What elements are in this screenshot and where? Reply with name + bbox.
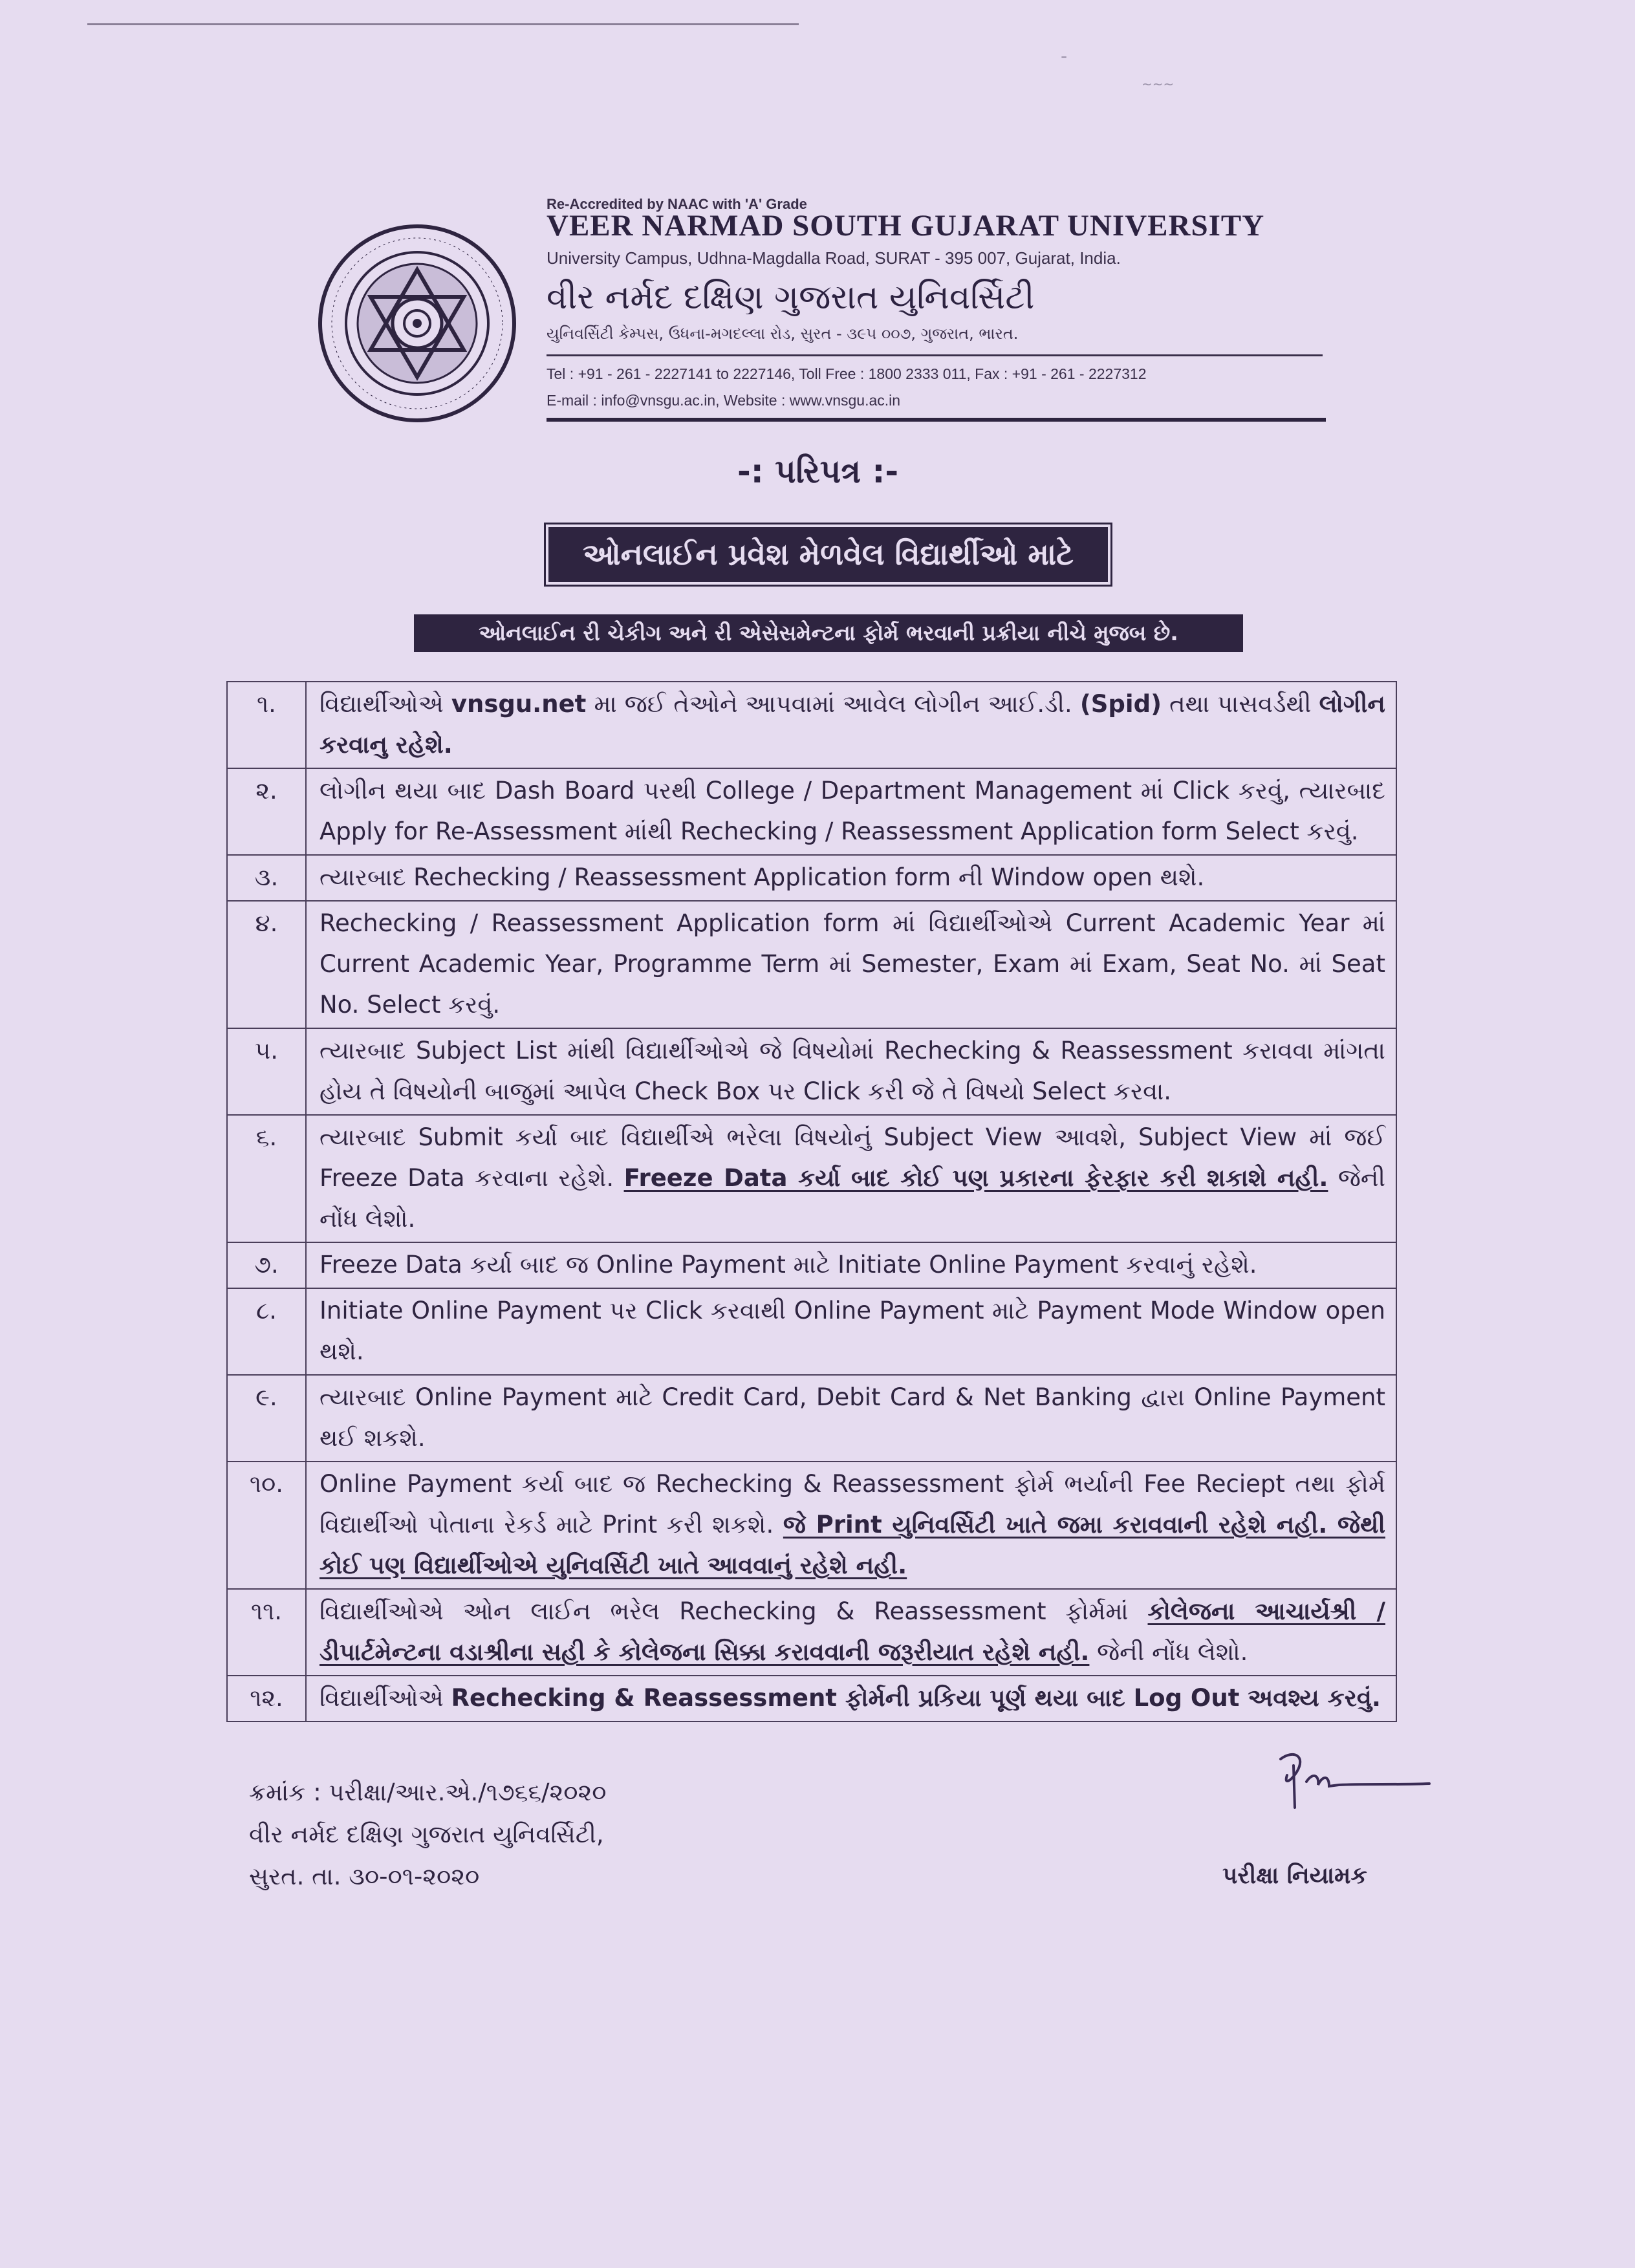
scan-speck: ~~~ xyxy=(1142,76,1175,92)
step-text-segment: Freeze Data કર્યા બાદ કોઈ પણ પ્રકારના ફેરફાર કરી શકાશે નહી. xyxy=(623,1164,1328,1192)
scan-speck: - xyxy=(1061,45,1068,67)
step-text xyxy=(306,1115,1396,1242)
step-text xyxy=(306,682,1396,768)
step-row xyxy=(227,1462,1396,1589)
letterhead-rule-thick xyxy=(547,418,1326,422)
step-text-segment: મા જઈ તેઓને આપવામાં આવેલ લોગીન આઈ.ડી. xyxy=(586,690,1080,718)
step-text xyxy=(306,1288,1396,1375)
step-row xyxy=(227,682,1396,768)
circular-title: -: પરિપત્ર :- xyxy=(737,453,899,490)
step-text-segment: Rechecking / Reassessment Application form માં વિદ્યાર્થીઓએ Current Academic Year માં Current Academic Year, Programme Term માં Semester, Exam માં Exam, Seat No. માં Seat No. Select કરવું. xyxy=(319,909,1385,1019)
step-text-segment: વિદ્યાર્થીઓએ ઓન લાઈન ભરેલ Rechecking & Reassessment ફોર્મમાં xyxy=(319,1597,1148,1625)
step-number: ૩. xyxy=(227,855,306,901)
step-text xyxy=(306,1589,1396,1676)
step-row xyxy=(227,1288,1396,1375)
step-text-segment: ત્યારબાદ Rechecking / Reassessment Application form ની Window open થશે. xyxy=(319,863,1205,891)
step-text-segment: (Spid) xyxy=(1079,690,1162,718)
accreditation-text: Re-Accredited by NAAC with 'A' Grade xyxy=(547,196,807,212)
notice-subbanner: ઓનલાઈન રી ચેકીગ અને રી એસેસમેન્ટના ફોર્મ ભરવાની પ્રક્રીયા નીચે મુજબ છે. xyxy=(414,614,1243,652)
reference-number: ક્રમાંક : પરીક્ષા/આર.એ./૧૭૬૬/૨૦૨૦ xyxy=(249,1778,607,1806)
step-text-segment: જે Print યુનિવર્સિટી ખાતે જમા કરાવવાની રહેશે નહી. જેથી કોઈ પણ વિદ્યાર્થીઓએ યુનિવર્સિટી ખાતે આવવાનું રહેશે નહી. xyxy=(319,1511,1385,1579)
signatory-title: પરીક્ષા નિયામક xyxy=(1222,1863,1367,1889)
step-number: ૫. xyxy=(227,1028,306,1115)
step-text-segment: Initiate Online Payment પર Click કરવાથી Online Payment માટે Payment Mode Window open થશે. xyxy=(319,1297,1385,1365)
steps-table xyxy=(226,681,1397,1722)
step-text-segment: Freeze Data કર્યા બાદ જ Online Payment માટે Initiate Online Payment કરવાનું રહેશે. xyxy=(319,1251,1257,1279)
step-text xyxy=(306,768,1396,855)
step-row xyxy=(227,1589,1396,1676)
step-row xyxy=(227,1115,1396,1242)
letterhead-rule xyxy=(547,354,1323,356)
notice-banner: ઓનલાઈન પ્રવેશ મેળવેલ વિદ્યાર્થીઓ માટે xyxy=(548,527,1108,582)
step-text-segment: ત્યારબાદ Submit કર્યા બાદ વિદ્યાર્થીએ ભરેલા વિષયોનું Subject View આવશે, Subject View માં જઈ Freeze Data કરવાના રહેશે. xyxy=(319,1123,1385,1192)
step-text xyxy=(306,1028,1396,1115)
university-seal-icon xyxy=(317,223,517,424)
step-text-segment: તથા પાસવર્ડથી xyxy=(1161,690,1319,718)
step-text-segment: ત્યારબાદ Online Payment માટે Credit Card, Debit Card & Net Banking દ્વારા Online Payment થઈ શકશે. xyxy=(319,1383,1385,1452)
steps-table-body xyxy=(227,682,1396,1722)
step-number: ૨. xyxy=(227,768,306,855)
contact-email: E-mail : info@vnsgu.ac.in, Website : www.vnsgu.ac.in xyxy=(547,392,901,409)
step-number: ૯. xyxy=(227,1375,306,1462)
university-address-gujarati: યુનિવર્સિટી કેમ્પસ, ઉધના-મગદલ્લા રોડ, સુરત - ૩૯૫ ૦૦૭, ગુજરાત, ભારત. xyxy=(547,325,1019,343)
step-number: ૪. xyxy=(227,901,306,1028)
scan-edge-line xyxy=(87,23,799,25)
step-text xyxy=(306,855,1396,901)
step-text-segment: વિદ્યાર્થીઓએ xyxy=(319,1684,451,1712)
step-text-segment: જેની નોંધ લેશો. xyxy=(1089,1638,1248,1666)
step-text-segment: Online Payment કર્યા બાદ જ Rechecking & Reassessment ફોર્મ ભર્યાની Fee Reciept તથા ફોર્મ વિદ્યાર્થીઓ પોતાના રેકર્ડ માટે Print કરી શકશે. xyxy=(319,1470,1385,1539)
step-text xyxy=(306,901,1396,1028)
step-row xyxy=(227,1375,1396,1462)
step-number: ૧૦. xyxy=(227,1462,306,1589)
university-address: University Campus, Udhna-Magdalla Road, SURAT - 395 007, Gujarat, India. xyxy=(547,248,1121,268)
signature-icon xyxy=(1268,1746,1436,1817)
university-name-gujarati: વીર નર્મદ દક્ષિણ ગુજરાત યુનિવર્સિટી xyxy=(547,278,1035,317)
step-number: ૧૨. xyxy=(227,1676,306,1722)
step-row xyxy=(227,855,1396,901)
contact-phone: Tel : +91 - 261 - 2227141 to 2227146, Toll Free : 1800 2333 011, Fax : +91 - 261 - 2227312 xyxy=(547,365,1147,382)
step-text-segment: કોલેજના આચાર્યશ્રી / ડીપાર્ટમેન્ટના વડાશ્રીના સહી કે કોલેજના સિક્કા કરાવવાની જરૂરીયાત રહેશે નહી. xyxy=(319,1597,1385,1666)
step-number: ૧૧. xyxy=(227,1589,306,1676)
step-number: ૮. xyxy=(227,1288,306,1375)
step-text xyxy=(306,1242,1396,1288)
step-text-segment: વિદ્યાર્થીઓએ xyxy=(319,690,451,718)
step-text xyxy=(306,1462,1396,1589)
step-number: ૬. xyxy=(227,1115,306,1242)
step-row xyxy=(227,768,1396,855)
step-text-segment: Rechecking & Reassessment ફોર્મની પ્રકિયા પૂર્ણ થયા બાદ Log Out અવશ્ય કરવું. xyxy=(451,1684,1381,1712)
step-row xyxy=(227,1028,1396,1115)
place-date: સુરત. તા. ૩૦-૦૧-૨૦૨૦ xyxy=(249,1863,480,1890)
step-text xyxy=(306,1375,1396,1462)
issuer-name: વીર નર્મદ દક્ષિણ ગુજરાત યુનિવર્સિટી, xyxy=(249,1820,604,1848)
step-text-segment: ત્યારબાદ Subject List માંથી વિદ્યાર્થીઓએ જે વિષયોમાં Rechecking & Reassessment કરાવવા માંગતા હોય તે વિષયોની બાજુમાં આપેલ Check Box પર Click કરી જે તે વિષયો Select કરવા. xyxy=(319,1037,1385,1105)
step-number: ૭. xyxy=(227,1242,306,1288)
step-row xyxy=(227,1242,1396,1288)
step-text-segment: જેની નોંધ લેશો. xyxy=(319,1164,1386,1233)
step-text-segment: લોગીન કરવાનુ રહેશે. xyxy=(319,690,1385,759)
step-text-segment: vnsgu.net xyxy=(451,690,587,718)
step-row xyxy=(227,901,1396,1028)
university-name: VEER NARMAD SOUTH GUJARAT UNIVERSITY xyxy=(547,209,1265,243)
step-row xyxy=(227,1676,1396,1722)
step-text xyxy=(306,1676,1396,1722)
step-text-segment: લોગીન થયા બાદ Dash Board પરથી College / Department Management માં Click કરવું, ત્યારબાદ Apply for Re-Assessment માંથી Rechecking / Reassessment Application form Select કરવું. xyxy=(319,777,1385,845)
step-number: ૧. xyxy=(227,682,306,768)
